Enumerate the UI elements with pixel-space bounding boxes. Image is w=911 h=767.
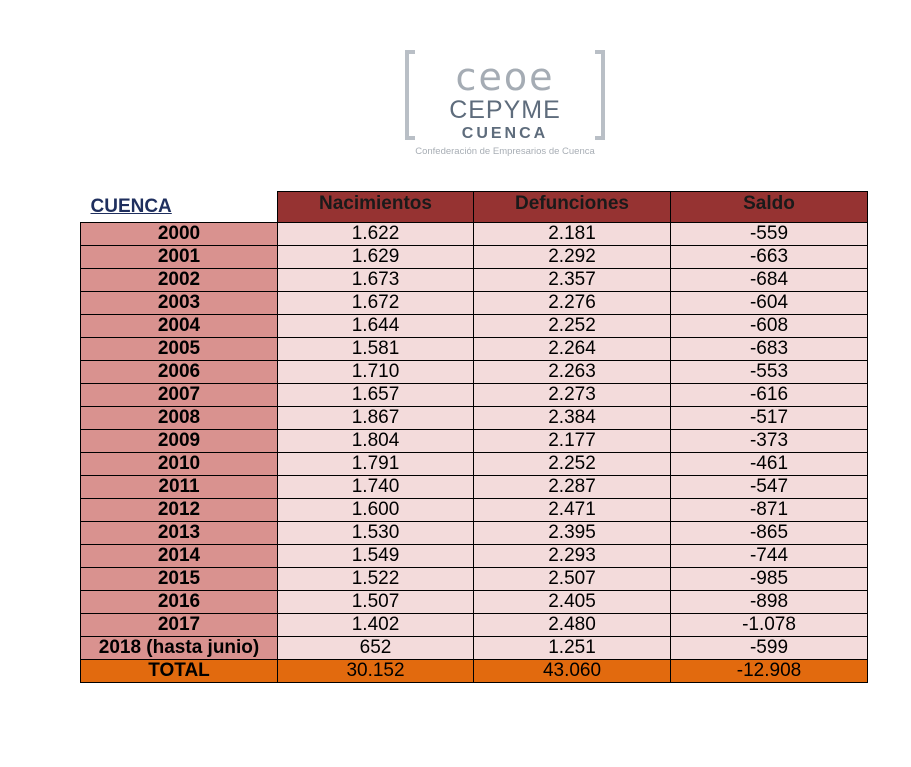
row-deaths: 2.263: [474, 361, 671, 384]
row-births: 1.600: [278, 499, 474, 522]
table-row: [81, 292, 868, 315]
row-balance: -684: [671, 269, 868, 292]
row-deaths: 2.287: [474, 476, 671, 499]
row-year: 2007: [81, 384, 278, 407]
row-year: 2006: [81, 361, 278, 384]
row-balance: -517: [671, 407, 868, 430]
total-row: [81, 660, 868, 683]
region-label: CUENCA: [90, 196, 172, 218]
row-deaths: 2.471: [474, 499, 671, 522]
row-births: 1.622: [278, 223, 474, 246]
row-balance: -461: [671, 453, 868, 476]
table-row: [81, 246, 868, 269]
table-row: [81, 407, 868, 430]
row-balance: -373: [671, 430, 868, 453]
row-births: 1.657: [278, 384, 474, 407]
row-deaths: 2.177: [474, 430, 671, 453]
row-births: 1.402: [278, 614, 474, 637]
row-year: 2004: [81, 315, 278, 338]
table-body: [81, 223, 868, 683]
table-row: [81, 430, 868, 453]
row-deaths: 2.395: [474, 522, 671, 545]
row-year: 2010: [81, 453, 278, 476]
header-deaths: Defunciones: [474, 192, 671, 223]
row-births: 1.644: [278, 315, 474, 338]
row-births: 1.581: [278, 338, 474, 361]
row-balance: -985: [671, 568, 868, 591]
row-deaths: 2.273: [474, 384, 671, 407]
row-balance: -744: [671, 545, 868, 568]
table-row: [81, 591, 868, 614]
row-balance: -865: [671, 522, 868, 545]
row-year: 2001: [81, 246, 278, 269]
row-births: 1.629: [278, 246, 474, 269]
logo-line2: CEPYME: [449, 96, 561, 124]
row-year: 2005: [81, 338, 278, 361]
row-year: 2014: [81, 545, 278, 568]
row-births: 1.549: [278, 545, 474, 568]
row-deaths: 2.357: [474, 269, 671, 292]
total-label: TOTAL: [81, 660, 278, 683]
table-row: [81, 545, 868, 568]
table-row: [81, 223, 868, 246]
row-balance: -547: [671, 476, 868, 499]
total-deaths: 43.060: [474, 660, 671, 683]
row-births: 1.507: [278, 591, 474, 614]
table-row: [81, 568, 868, 591]
row-year: 2015: [81, 568, 278, 591]
table-row: [81, 499, 868, 522]
row-year: 2016: [81, 591, 278, 614]
table-row: [81, 476, 868, 499]
row-balance: -616: [671, 384, 868, 407]
row-year: 2011: [81, 476, 278, 499]
table-row: [81, 614, 868, 637]
row-deaths: 2.293: [474, 545, 671, 568]
logo-tagline: Confederación de Empresarios de Cuenca: [415, 146, 595, 157]
row-births: 1.791: [278, 453, 474, 476]
total-births: 30.152: [278, 660, 474, 683]
row-deaths: 2.507: [474, 568, 671, 591]
row-deaths: 1.251: [474, 637, 671, 660]
row-deaths: 2.276: [474, 292, 671, 315]
row-deaths: 2.252: [474, 453, 671, 476]
row-balance: -871: [671, 499, 868, 522]
row-balance: -559: [671, 223, 868, 246]
row-year: 2000: [81, 223, 278, 246]
table-corner: [81, 192, 278, 223]
row-balance: -608: [671, 315, 868, 338]
row-births: 652: [278, 637, 474, 660]
row-year: 2008: [81, 407, 278, 430]
total-balance: -12.908: [671, 660, 868, 683]
row-balance: -898: [671, 591, 868, 614]
logo-brand: ceoe: [455, 55, 555, 99]
logo-frame: [403, 50, 607, 140]
row-year: 2018 (hasta junio): [81, 637, 278, 660]
row-year: 2013: [81, 522, 278, 545]
row-year: 2012: [81, 499, 278, 522]
row-births: 1.804: [278, 430, 474, 453]
table-row: [81, 338, 868, 361]
row-deaths: 2.405: [474, 591, 671, 614]
row-year: 2017: [81, 614, 278, 637]
table-row: [81, 453, 868, 476]
row-births: 1.867: [278, 407, 474, 430]
row-births: 1.672: [278, 292, 474, 315]
row-balance: -683: [671, 338, 868, 361]
header-balance: Saldo: [671, 192, 868, 223]
table-header-row: [81, 192, 868, 223]
row-year: 2002: [81, 269, 278, 292]
row-births: 1.522: [278, 568, 474, 591]
row-births: 1.710: [278, 361, 474, 384]
header-births: Nacimientos: [278, 192, 474, 223]
row-deaths: 2.181: [474, 223, 671, 246]
table-row: [81, 269, 868, 292]
row-births: 1.530: [278, 522, 474, 545]
row-balance: -553: [671, 361, 868, 384]
row-deaths: 2.252: [474, 315, 671, 338]
table-row: [81, 384, 868, 407]
births-deaths-table: [80, 191, 868, 683]
table-row: [81, 637, 868, 660]
row-births: 1.740: [278, 476, 474, 499]
table-row: [81, 315, 868, 338]
row-balance: -1.078: [671, 614, 868, 637]
table-row: [81, 361, 868, 384]
row-year: 2003: [81, 292, 278, 315]
row-deaths: 2.292: [474, 246, 671, 269]
row-balance: -663: [671, 246, 868, 269]
row-deaths: 2.384: [474, 407, 671, 430]
row-deaths: 2.480: [474, 614, 671, 637]
row-balance: -604: [671, 292, 868, 315]
ceoe-cepyme-cuenca-logo: [403, 50, 607, 160]
row-balance: -599: [671, 637, 868, 660]
row-births: 1.673: [278, 269, 474, 292]
table-row: [81, 522, 868, 545]
row-year: 2009: [81, 430, 278, 453]
logo-line3: CUENCA: [461, 125, 549, 142]
row-deaths: 2.264: [474, 338, 671, 361]
